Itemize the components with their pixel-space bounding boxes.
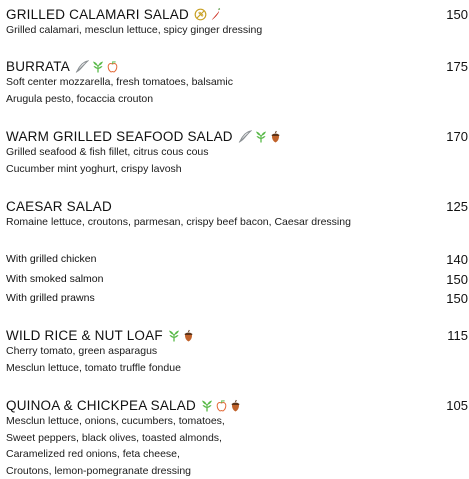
dietary-icons: [238, 130, 281, 143]
leaf-icon: [168, 329, 180, 342]
option-price: 140: [446, 252, 468, 267]
item-description-line: Soft center mozzarella, fresh tomatoes, balsamic: [6, 74, 468, 91]
item-name: WILD RICE & NUT LOAF: [6, 328, 163, 343]
item-description-line: Grilled seafood & fish fillet, citrus cous cous: [6, 144, 468, 161]
option-label: With smoked salmon: [6, 273, 103, 285]
item-description-line: Cucumber mint yoghurt, crispy lavosh: [6, 161, 468, 178]
item-price: 105: [446, 398, 468, 413]
item-name: GRILLED CALAMARI SALAD: [6, 7, 189, 22]
feather-icon: [75, 60, 89, 73]
item-description-line: Croutons, lemon-pomegranate dressing: [6, 463, 468, 479]
apple-icon: [107, 60, 118, 73]
item-price: 170: [446, 129, 468, 144]
item-name: BURRATA: [6, 59, 70, 74]
item-name: CAESAR SALAD: [6, 199, 112, 214]
option-price: 150: [446, 272, 468, 287]
add-on-option: [6, 251, 468, 267]
menu-item-warm-grilled-seafood-salad: [6, 128, 468, 177]
dietary-icons: [194, 8, 221, 21]
acorn-icon: [183, 329, 194, 342]
acorn-icon: [270, 130, 281, 143]
menu-item-caesar-salad: [6, 198, 468, 231]
item-description-line: Arugula pesto, focaccia crouton: [6, 91, 468, 108]
menu-item-grilled-calamari-salad: [6, 6, 468, 39]
item-description-line: Caramelized red onions, feta cheese,: [6, 446, 468, 463]
item-description-line: Grilled calamari, mesclun lettuce, spicy ginger dressing: [6, 22, 468, 39]
dietary-icons: [75, 60, 118, 73]
item-description-line: Romaine lettuce, croutons, parmesan, crispy beef bacon, Caesar dressing: [6, 214, 468, 231]
option-price: 150: [446, 291, 468, 306]
feather-icon: [238, 130, 252, 143]
acorn-icon: [230, 399, 241, 412]
apple-icon: [216, 399, 227, 412]
menu-item-quinoa-chickpea-salad: [6, 397, 468, 479]
item-price: 125: [446, 199, 468, 214]
item-price: 150: [446, 7, 468, 22]
add-on-option: [6, 290, 468, 306]
item-description-line: Mesclun lettuce, onions, cucumbers, tomatoes,: [6, 413, 468, 430]
item-description-line: Sweet peppers, black olives, toasted almonds,: [6, 430, 468, 447]
chili-icon: [210, 8, 221, 21]
item-name: QUINOA & CHICKPEA SALAD: [6, 398, 196, 413]
leaf-icon: [201, 399, 213, 412]
item-price: 115: [447, 328, 468, 343]
dietary-icons: [201, 399, 241, 412]
item-description-line: Mesclun lettuce, tomato truffle fondue: [6, 360, 468, 377]
menu-item-wild-rice-nut-loaf: [6, 327, 468, 376]
item-description-line: Cherry tomato, green asparagus: [6, 343, 468, 360]
leaf-icon: [255, 130, 267, 143]
leaf-icon: [92, 60, 104, 73]
add-on-option: [6, 271, 468, 287]
gluten-free-icon: [194, 8, 207, 21]
item-price: 175: [446, 59, 468, 74]
option-label: With grilled prawns: [6, 292, 95, 304]
menu-item-burrata: [6, 58, 468, 107]
dietary-icons: [168, 329, 194, 342]
option-label: With grilled chicken: [6, 253, 96, 265]
item-name: WARM GRILLED SEAFOOD SALAD: [6, 129, 233, 144]
